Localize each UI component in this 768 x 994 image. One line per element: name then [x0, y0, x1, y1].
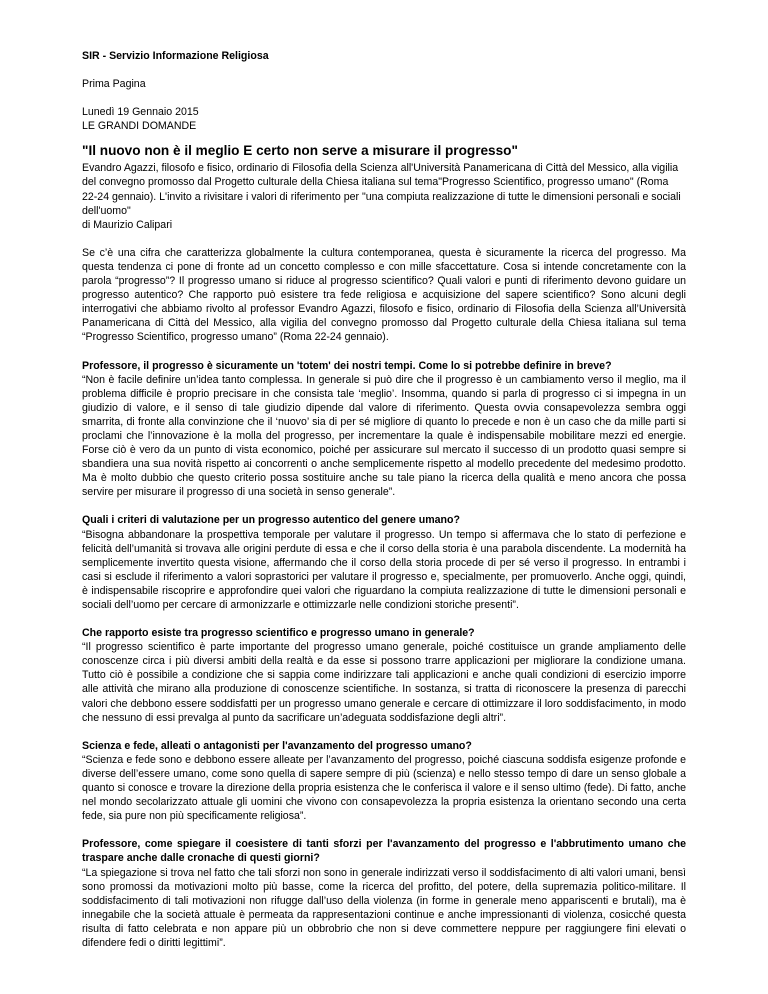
answer: “Il progresso scientifico è parte importante del progresso umano generale, poiché costituisce un grande ampliamento delle conoscenze circa i più diversi ambiti della realtà e da esse si possono trarre applicazioni per migliorare la condizione umana. Tutto ciò è possibile a condizione che si sappia come indirizzare tali applicazioni e anche quali condizioni di esercizio imporre alle attività che mirano alla produzione di conoscenze scientifiche. In sostanza, si tratta di riconoscere la presenza di parecchi valori che debbono essere soddisfatti per un progresso umano generale e cercare di ottimizzare il loro soddisfacimento, in modo che nessuno di essi prevalga al punto da sacrificare un’adeguata soddisfazione degli altri”. [82, 641, 686, 724]
question: Professore, come spiegare il coesistere di tanti sforzi per l'avanzamento del progresso e l'abbrutimento umano che traspare anche dalle cronache di questi giorni? [82, 838, 686, 865]
article-author: di Maurizio Calipari [82, 218, 173, 231]
question: Che rapporto esiste tra progresso scientifico e progresso umano in generale? [82, 627, 475, 640]
question: Quali i criteri di valutazione per un progresso autentico del genere umano? [82, 514, 460, 527]
answer: “La spiegazione si trova nel fatto che tali sforzi non sono in generale indirizzati verso il soddisfacimento di alti valori umani, bensì sono promossi da motivazioni molto più basse, come la ricerca del profitto, del potere, della supremazia politico-militare. Il soddisfacimento di tali motivazioni non rifugge dall’uso della violenza (in forme in generale meno appariscenti e brutali), ma è innegabile che la società attuale è permeata da rappresentazioni continue e anche impressionanti di violenza, cosicché questa risulta di fatto celebrata e non appare più un obbrobrio che non si deve commettere neppure per raggiungere fini elevati o difendere fedi o diritti legittimi”. [82, 866, 686, 949]
article-lede: Evandro Agazzi, filosofo e fisico, ordinario di Filosofia della Scienza all'Università Panamericana di Città del Messico, alla vigilia del convegno promosso dal Progetto culturale della Chiesa italiana sul tema"Progresso Scientifico, progresso umano" (Roma 22-24 gennaio). L'invito a rivisitare i valori di riferimento per "una compiuta realizzazione di tutte le dimensioni personali e sociali dell'uomo" [82, 162, 681, 217]
rubric: LE GRANDI DOMANDE [82, 120, 197, 133]
publication-source: SIR - Servizio Informazione Religiosa [82, 50, 269, 62]
answer: “Scienza e fede sono e debbono essere alleate per l’avanzamento del progresso, poiché ciascuna soddisfa esigenze profonde e diverse dell’essere umano, come sono quella di sapere sempre di più (scienza) e nello stesso tempo di dare un senso globale a quanto si conosce e trovare la direzione della propria esistenza che le conferisca il valore e il senso ultimo (fede). Di fatto, anche nel mondo secolarizzato attuale gli uomini che vivono con consapevolezza la propria esistenza la orientano secondo una certa fede, sia pure non più specificamente religiosa”. [82, 753, 686, 823]
qa-section [82, 359, 686, 951]
question: Professore, il progresso è sicuramente un 'totem' dei nostri tempi. Come lo si potrebbe definire in breve? [82, 359, 612, 372]
answer: “Non è facile definire un’idea tanto complessa. In generale si può dire che il progresso è un cambiamento verso il meglio, ma il problema difficile è proprio precisare in che consista tale ‘meglio’. Insomma, quando si parla di progresso ci si impegna in un giudizio di valore, e il senso di tale giudizio dipende dal valore di riferimento. Questa ovvia consapevolezza sembra oggi smarrita, di fronte alla convinzione che il ‘nuovo’ sia di per sé migliore di quanto lo precede e non è un caso che da mille parti si proclami che l’innovazione è la molla del progresso, per incrementare la quale è indispensabile mobilitare mezzi ed energie. Forse ciò è vero da un punto di vista economico, poiché per assicurare sul mercato il successo di un prodotto quasi sempre si sbandiera una sua novità rispetto ai concorrenti o anche semplicemente rispetto al modello precedente del medesimo prodotto. Ma è molto dubbio che questo criterio possa sostituire anche su tale piano la ricerca della qualità e meno ancora che possa servire per misurare il progresso di una società in senso generale”. [82, 373, 686, 499]
article-title: "Il nuovo non è il meglio E certo non serve a misurare il progresso" [82, 143, 518, 159]
question: Scienza e fede, alleati o antagonisti per l'avanzamento del progresso umano? [82, 739, 472, 752]
article-intro: Se c’è una cifra che caratterizza globalmente la cultura contemporanea, questa è sicuramente la ricerca del progresso. Ma questa tendenza ci pone di fronte ad un concetto complesso e con mille sfaccettature. Cosa si intende concretamente con la parola “progresso”? Il progresso umano si riduce al progresso scientifico? Quali valori e punti di riferimento devono guidare un progresso autentico? Che rapporto può esistere tra fede religiosa e acquisizione del sapere scientifico? Sono alcuni degli interrogativi che abbiamo rivolto al professor Evandro Agazzi, filosofo e fisico, ordinario di Filosofia della Scienza all’Università Panamericana di Città del Messico, alla vigilia del convegno promosso dal Progetto culturale della Chiesa italiana sul tema “Progresso Scientifico, progresso umano” (Roma 22-24 gennaio). [82, 246, 686, 344]
publication-date: Lunedì 19 Gennaio 2015 [82, 106, 199, 119]
section-name: Prima Pagina [82, 78, 146, 91]
answer: “Bisogna abbandonare la prospettiva temporale per valutare il progresso. Un tempo si affermava che lo stato di perfezione e felicità dell’umanità si trovava alle origini perdute di essa e che il corso della storia è una parabola discendente. La modernità ha semplicemente invertito questa visione, affermando che il corso della storia procede di per sé verso il progresso. In entrambi i casi si esclude il riferimento a valori soprastorici per valutare il progresso e, specialmente, per promuoverlo. Anche oggi, quindi, è indispensabile riscoprire e approfondire quei valori che riguardano la compiuta realizzazione di tutte le dimensioni personali e sociali dell’uomo per cercare di armonizzarle e ottimizzarle nelle condizioni storiche presenti”. [82, 528, 686, 611]
